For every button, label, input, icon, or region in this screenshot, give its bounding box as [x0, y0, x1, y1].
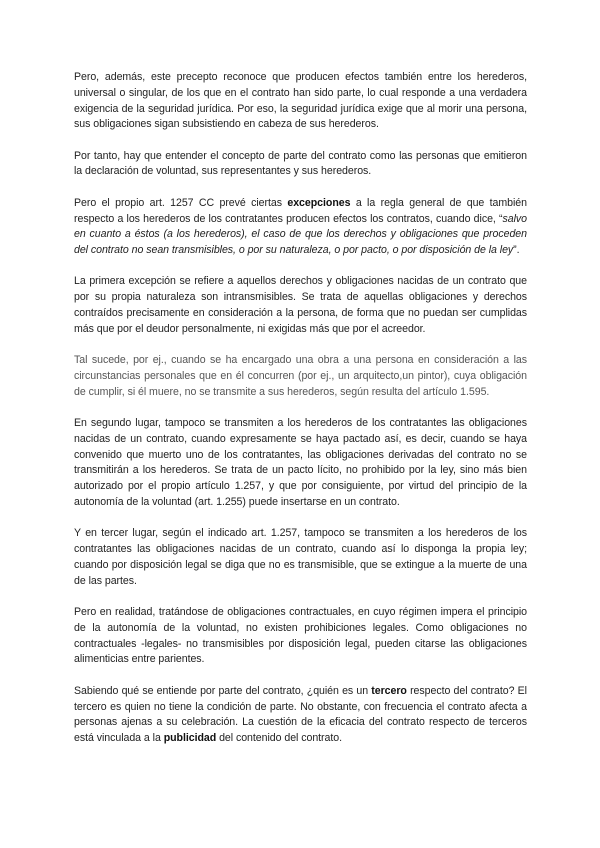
text-run: La primera excepción se refiere a aquellos derechos y obligaciones nacidas de un contrato que por su propia naturaleza son intransmisibles. Se trata de aquellas obligaciones y derechos contraídos precisamente en consideración a la persona, de forma que no puedan ser cumplidas más que por el deudor personalmente, ni exigidas más que por el acreedor.	[74, 275, 527, 335]
paragraph-4	[74, 274, 527, 337]
text-run: respecto del contrato? El tercero es quien no tiene la condición de parte. No obstante, con frecuencia el contrato afecta a personas ajenas a su celebración. La cuestión de la eficacia del contrato respecto de terceros está vinculada a la	[74, 684, 527, 745]
paragraph-5	[74, 353, 527, 400]
paragraph-8	[74, 605, 527, 668]
text-run: Pero en realidad, tratándose de obligaciones contractuales, en cuyo régimen impera el principio de la autonomía de la voluntad, no existen prohibiciones legales. Como obligaciones no contractuales -legales- no transmisibles por disposición legal, pueden citarse las obligaciones alimenticias entre parientes.	[74, 606, 527, 666]
text-run: Tal sucede, por ej., cuando se ha encargado una obra a una persona en consideración a las circunstancias personales que en él concurren (por ej., un arquitecto,un pintor), cuya obligación de cumplir, si él muere, no se transmite a sus herederos, según resulta del artículo 1.595.	[74, 354, 527, 398]
text-run: a la regla general de que también respecto a los herederos de los contratantes producen efectos los contratos, cuando dice, “	[74, 196, 527, 225]
text-run: Por tanto, hay que entender el concepto de parte del contrato como las personas que emitieron la declaración de voluntad, sus representantes y sus herederos.	[74, 149, 527, 178]
legal-quote: salvo en cuanto a éstos (a los herederos), el caso de que los derechos y obligaciones que proceden del contrato no sean transmisibles, o por su naturaleza, o por pacto, o por disposición de la ley	[74, 212, 527, 257]
text-run: del contenido del contrato.	[216, 732, 343, 745]
text-run: Pero, además, este precepto reconoce que producen efectos también entre los herederos, universal o singular, de los que en el contrato han sido parte, lo cual responde a una verdadera exigencia de la seguridad jurídica. Por eso, la seguridad jurídica exige que al morir una persona, sus obligaciones sigan subsistiendo en cabeza de sus herederos.	[74, 71, 527, 131]
text-run: Y en tercer lugar, según el indicado art. 1.257, tampoco se transmiten a los herederos de los contratantes las obligaciones nacidas de un contrato, cuando así lo disponga la propia ley; cuando por disposición legal se diga que no es transmisible, que se extingue a la muerte de una de las partes.	[74, 527, 527, 587]
paragraph-6	[74, 416, 527, 511]
text-run: ”.	[513, 244, 520, 257]
paragraph-7	[74, 526, 527, 589]
paragraph-3	[74, 196, 527, 259]
paragraph-1	[74, 70, 527, 133]
emphasis-term: excepciones	[287, 196, 351, 209]
text-run: Pero el propio art. 1257 CC prevé ciertas	[74, 196, 288, 209]
paragraph-9	[74, 684, 527, 747]
text-run: En segundo lugar, tampoco se transmiten a los herederos de los contratantes las obligaciones nacidas de un contrato, cuando expresamente se haya pactado así, es decir, cuando se haya convenido que muerto uno de los contratantes, las obligaciones derivadas del contrato no se transmitirán a los herederos. Se trata de un pacto lícito, no prohibido por la ley, sino más bien autorizado por el propio artículo 1.257, y que por consiguiente, por virtud del principio de la autonomía de la voluntad (art. 1.255) puede insertarse en un contrato.	[74, 417, 527, 509]
emphasis-term: tercero	[371, 684, 407, 697]
paragraph-2	[74, 149, 527, 181]
text-run: Sabiendo qué se entiende por parte del contrato, ¿quién es un	[74, 684, 372, 697]
document-body	[74, 70, 527, 747]
emphasis-term: publicidad	[163, 732, 217, 745]
